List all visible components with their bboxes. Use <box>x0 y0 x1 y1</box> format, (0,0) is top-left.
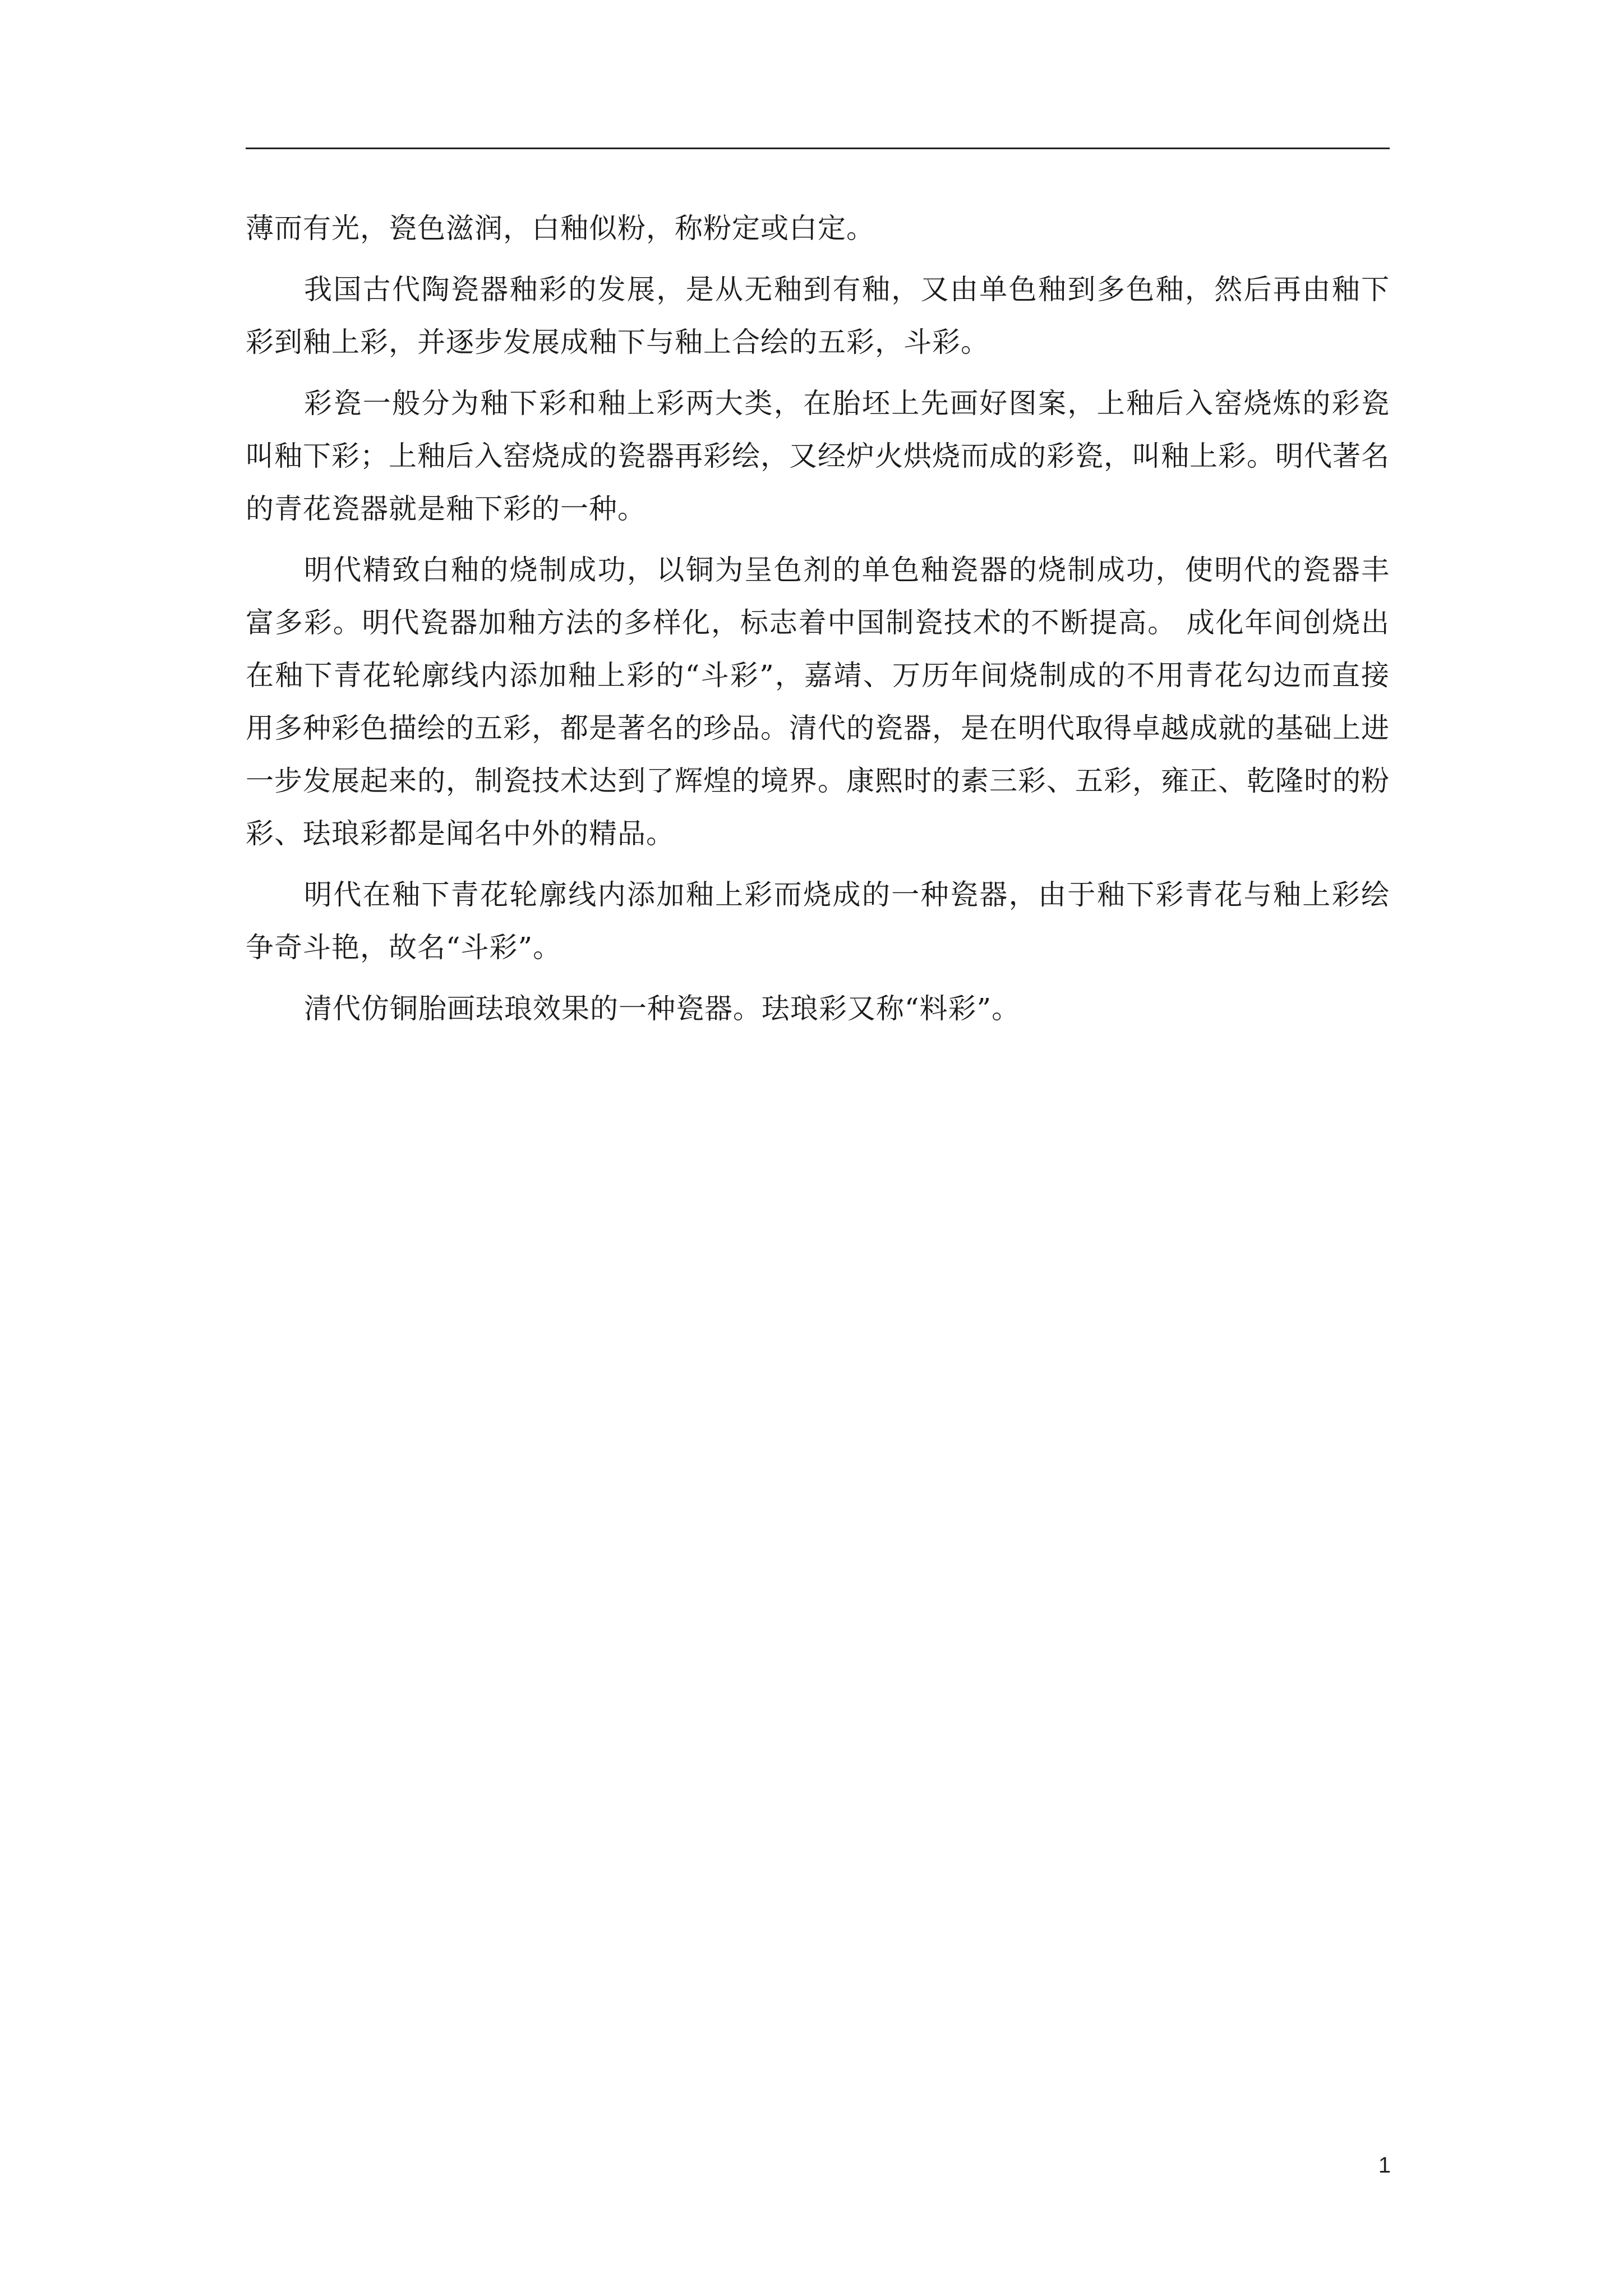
paragraph-5: 明代在釉下青花轮廓线内添加釉上彩而烧成的一种瓷器，由于釉下彩青花与釉上彩绘争奇斗艳，故名“斗彩”。 <box>246 878 1390 964</box>
page-number: 1 <box>1378 2153 1391 2178</box>
paragraph-6: 清代仿铜胎画珐琅效果的一种瓷器。珐琅彩又称“料彩”。 <box>304 992 1021 1025</box>
paragraph-2: 我国古代陶瓷器釉彩的发展，是从无釉到有釉，又由单色釉到多色釉，然后再由釉下彩到釉上彩，并逐步发展成釉下与釉上合绘的五彩，斗彩。 <box>246 273 1390 358</box>
paragraph-4: 明代精致白釉的烧制成功，以铜为呈色剂的单色釉瓷器的烧制成功，使明代的瓷器丰富多彩。明代瓷器加釉方法的多样化，标志着中国制瓷技术的不断提高。 成化年间创烧出在釉下青花轮廓线内添加釉上彩的“斗彩”，嘉靖、万历年间烧制成的不用青花勾边而直接用多种彩色描绘的五彩，都是著名的珍品。清代的瓷器，是在明代取得卓越成就的基础上进一步发展起来的，制瓷技术达到了辉煌的境界。康熙时的素三彩、五彩，雍正、乾隆时的粉彩、珐琅彩都是闻名中外的精品。 <box>246 554 1390 850</box>
document-body <box>246 202 1390 1043</box>
paragraph-3: 彩瓷一般分为釉下彩和釉上彩两大类，在胎坯上先画好图案，上釉后入窑烧炼的彩瓷叫釉下彩；上釉后入窑烧成的瓷器再彩绘，又经炉火烘烧而成的彩瓷，叫釉上彩。明代著名的青花瓷器就是釉下彩的一种。 <box>246 387 1390 525</box>
header-rule <box>246 148 1390 149</box>
paragraph-1: 薄而有光，瓷色滋润，白釉似粉，称粉定或白定。 <box>246 212 875 245</box>
